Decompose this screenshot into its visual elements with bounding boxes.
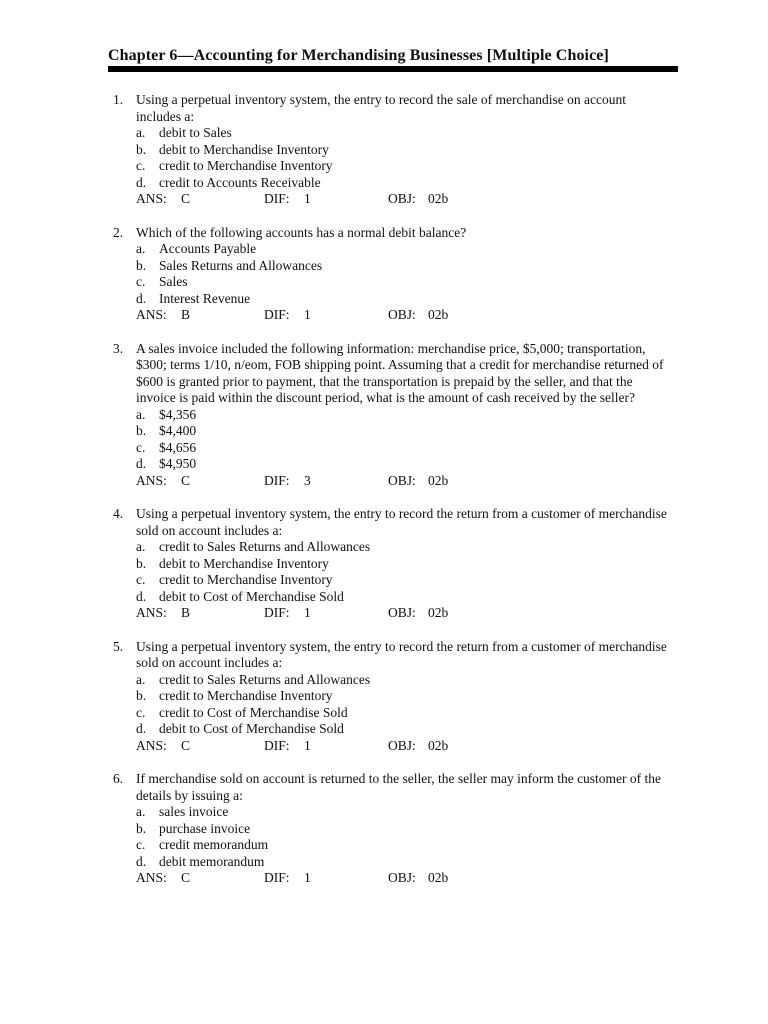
answer-option [136, 274, 673, 291]
obj-value: 02b [428, 870, 449, 885]
option-text: debit to Sales [159, 125, 232, 140]
option-letter: b. [136, 820, 147, 836]
answer-options [136, 539, 673, 605]
option-text: $4,356 [159, 406, 197, 422]
ans-label: ANS: [136, 737, 167, 753]
question-number: 4. [113, 506, 124, 521]
obj-value: 02b [428, 737, 449, 753]
obj-value: 02b [428, 605, 449, 620]
answer-option [136, 705, 673, 722]
answer-key-row [136, 738, 673, 755]
question-text: Using a perpetual inventory system, the entry to record the return from a customer of merchandise sold on account includes a: [136, 638, 667, 670]
option-text: Accounts Payable [159, 241, 257, 256]
dif-label: DIF: [264, 605, 290, 620]
option-text: credit to Merchandise Inventory [159, 688, 333, 703]
answer-options [136, 672, 673, 738]
answer-option [136, 142, 673, 159]
question-number: 1. [113, 92, 124, 107]
obj-label: OBJ: [388, 605, 416, 620]
question-text: Which of the following accounts has a normal debit balance? [136, 224, 467, 240]
ans-label: ANS: [136, 472, 167, 488]
answer-option [136, 589, 673, 606]
option-text: debit to Cost of Merchandise Sold [159, 588, 344, 604]
obj-label: OBJ: [388, 870, 416, 885]
dif-label: DIF: [264, 307, 290, 322]
obj-label: OBJ: [388, 307, 416, 322]
answer-option [136, 688, 673, 705]
answer-key-row [136, 473, 673, 490]
answer-option [136, 821, 673, 838]
option-letter: d. [136, 456, 147, 471]
answer-options [136, 241, 673, 307]
option-text: debit to Cost of Merchandise Sold [159, 721, 344, 736]
option-letter: d. [136, 721, 147, 736]
answer-option [136, 440, 673, 457]
option-letter: d. [136, 853, 147, 869]
option-letter: c. [136, 439, 146, 455]
option-letter: d. [136, 174, 147, 190]
page-title: Chapter 6—Accounting for Merchandising Businesses [Multiple Choice] [108, 47, 609, 64]
ans-label: ANS: [136, 307, 167, 322]
option-letter: c. [136, 837, 146, 852]
answer-options [136, 804, 673, 870]
question-item [113, 341, 673, 490]
answer-option [136, 241, 673, 258]
option-text: debit to Merchandise Inventory [159, 555, 329, 571]
ans-value: C [181, 191, 191, 206]
option-text: credit to Accounts Receivable [159, 174, 321, 190]
option-letter: b. [136, 555, 147, 571]
option-letter: a. [136, 241, 146, 256]
ans-label: ANS: [136, 191, 167, 206]
option-text: $4,400 [159, 423, 197, 438]
question-item [113, 771, 673, 887]
question-number: 2. [113, 224, 124, 240]
ans-value: C [181, 737, 191, 753]
obj-value: 02b [428, 307, 449, 322]
option-letter: c. [136, 158, 146, 173]
option-text: credit to Merchandise Inventory [159, 158, 333, 173]
answer-option [136, 721, 673, 738]
question-number: 5. [113, 638, 124, 654]
answer-option [136, 556, 673, 573]
option-letter: c. [136, 274, 146, 289]
option-text: purchase invoice [159, 820, 251, 836]
ans-value: B [181, 307, 191, 322]
answer-key-row [136, 307, 673, 324]
dif-value: 1 [304, 737, 311, 753]
question-item [113, 225, 673, 324]
question-text: Using a perpetual inventory system, the entry to record the return from a customer of merchandise sold on account includes a: [136, 506, 667, 538]
answer-option [136, 258, 673, 275]
answer-option [136, 407, 673, 424]
option-letter: b. [136, 423, 147, 438]
ans-label: ANS: [136, 870, 167, 885]
option-text: Interest Revenue [159, 290, 251, 306]
answer-option [136, 125, 673, 142]
answer-option [136, 804, 673, 821]
obj-label: OBJ: [388, 191, 416, 206]
option-letter: a. [136, 671, 146, 687]
option-text: credit memorandum [159, 837, 269, 852]
title-rule [108, 66, 678, 72]
option-text: debit memorandum [159, 853, 265, 869]
option-text: credit to Sales Returns and Allowances [159, 539, 371, 554]
question-number: 6. [113, 771, 124, 786]
obj-label: OBJ: [388, 472, 416, 488]
obj-label: OBJ: [388, 737, 416, 753]
option-text: Sales [159, 274, 188, 289]
answer-key-row [136, 870, 673, 887]
option-letter: d. [136, 588, 147, 604]
answer-key-row [136, 605, 673, 622]
dif-value: 1 [304, 191, 311, 206]
dif-value: 1 [304, 605, 311, 620]
dif-value: 3 [304, 472, 311, 488]
answer-option [136, 539, 673, 556]
answer-option [136, 837, 673, 854]
dif-value: 1 [304, 870, 311, 885]
option-text: credit to Cost of Merchandise Sold [159, 704, 348, 720]
question-list [113, 92, 673, 904]
question-item [113, 506, 673, 622]
obj-value: 02b [428, 472, 449, 488]
option-letter: a. [136, 804, 146, 819]
option-text: debit to Merchandise Inventory [159, 141, 329, 157]
option-letter: b. [136, 688, 147, 703]
answer-options [136, 407, 673, 473]
question-number: 3. [113, 340, 124, 356]
question-item [113, 92, 673, 208]
dif-label: DIF: [264, 737, 290, 753]
answer-option [136, 291, 673, 308]
option-text: credit to Sales Returns and Allowances [159, 671, 371, 687]
option-text: credit to Merchandise Inventory [159, 572, 333, 587]
obj-value: 02b [428, 191, 449, 206]
ans-value: C [181, 472, 191, 488]
ans-value: B [181, 605, 191, 620]
option-letter: a. [136, 406, 146, 422]
option-letter: a. [136, 125, 146, 140]
option-letter: c. [136, 704, 146, 720]
answer-options [136, 125, 673, 191]
option-letter: b. [136, 257, 147, 273]
answer-option [136, 423, 673, 440]
question-text: A sales invoice included the following information: merchandise price, $5,000; transportation, $300; terms 1/10, n/eom, FOB shipping point. Assuming that a credit for merchandise returned of $600 is granted prior to payment, that the transportation is prepaid by the seller, and that the invoice is paid within the discount period, what is the amount of cash received by the seller? [136, 340, 664, 405]
dif-label: DIF: [264, 191, 290, 206]
dif-label: DIF: [264, 870, 290, 885]
answer-option [136, 854, 673, 871]
option-letter: c. [136, 572, 146, 587]
option-text: sales invoice [159, 804, 229, 819]
answer-option [136, 175, 673, 192]
answer-option [136, 572, 673, 589]
ans-label: ANS: [136, 605, 167, 620]
option-letter: d. [136, 290, 147, 306]
question-text: If merchandise sold on account is returned to the seller, the seller may inform the customer of the details by issuing a: [136, 771, 662, 803]
answer-key-row [136, 191, 673, 208]
dif-label: DIF: [264, 472, 290, 488]
answer-option [136, 672, 673, 689]
answer-option [136, 456, 673, 473]
option-text: $4,656 [159, 439, 197, 455]
question-text: Using a perpetual inventory system, the entry to record the sale of merchandise on account includes a: [136, 92, 626, 124]
option-text: $4,950 [159, 456, 197, 471]
ans-value: C [181, 870, 191, 885]
question-item [113, 639, 673, 755]
dif-value: 1 [304, 307, 311, 322]
option-text: Sales Returns and Allowances [159, 257, 323, 273]
answer-option [136, 158, 673, 175]
option-letter: b. [136, 141, 147, 157]
option-letter: a. [136, 539, 146, 554]
